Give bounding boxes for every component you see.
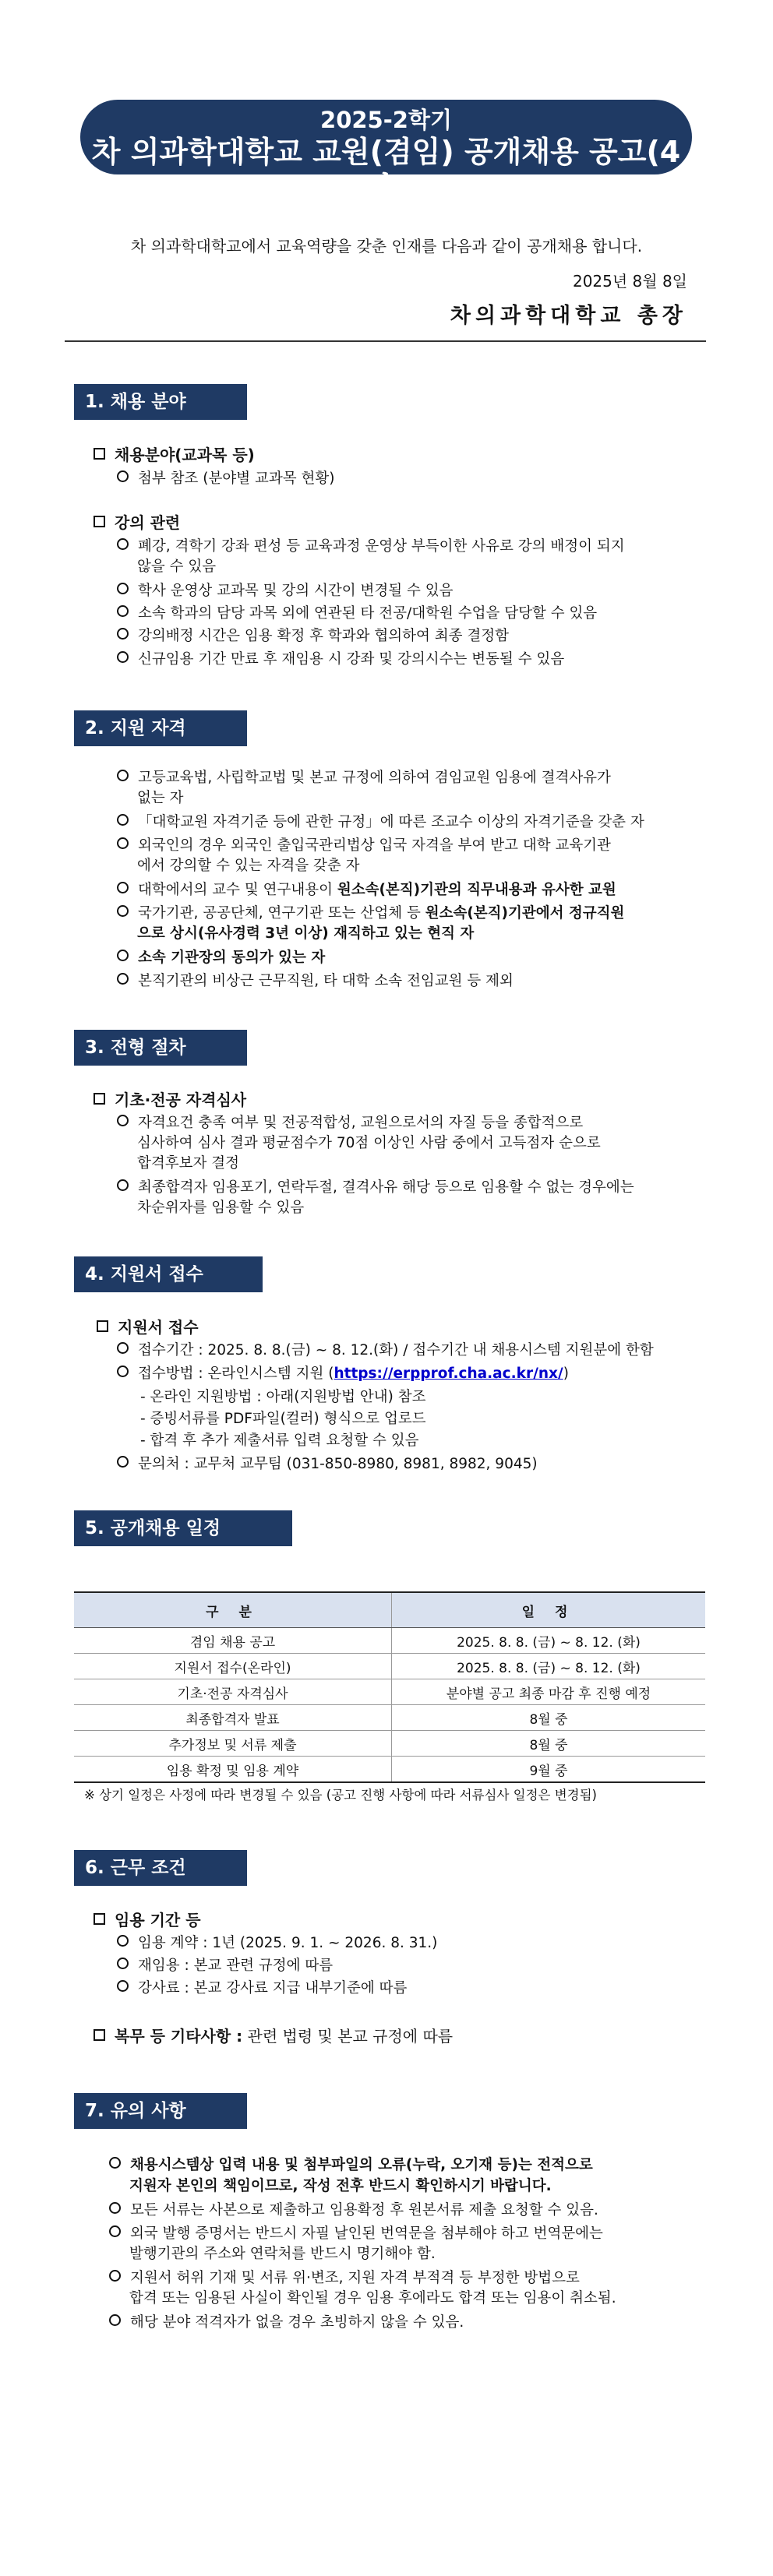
table-row: 기초·전공 자격심사 분야별 공고 최종 마감 후 진행 예정	[74, 1679, 705, 1705]
s2-item-cont: 으로 상시(유사경력 3년 이상) 재직하고 있는 현직 자	[137, 925, 475, 942]
s3-item-cont: 차순위자를 임용할 수 있음	[137, 1200, 305, 1216]
s7-item-cont: 발행기관의 주소와 연락처를 반드시 명기해야 함.	[129, 2246, 436, 2262]
circle-bullet-icon	[117, 905, 129, 917]
title-banner	[80, 100, 692, 205]
s4-contact: 문의처 : 교무처 교무팀 (031-850-8980, 8981, 8982, 9045)	[117, 1455, 538, 1474]
s2-item: 고등교육법, 사립학교법 및 본교 규정에 의하여 겸임교원 임용에 결격사유가	[117, 769, 611, 788]
notice-date: 2025년 8월 8일	[572, 272, 687, 291]
circle-bullet-icon	[109, 2270, 121, 2282]
table-header-category: 구 분	[74, 1592, 392, 1628]
table-row: 추가정보 및 서류 제출 8월 중	[74, 1731, 705, 1757]
intro-text: 차 의과학대학교에서 교육역량을 갖춘 인재를 다음과 같이 공개채용 합니다.	[130, 237, 643, 255]
circle-bullet-icon	[109, 2225, 121, 2237]
s6-item: 강사료 : 본교 강사료 지급 내부기준에 따름	[117, 1979, 407, 1998]
s2-item: 소속 기관장의 동의가 있는 자	[117, 949, 325, 967]
circle-bullet-icon	[117, 1980, 129, 1992]
section-1-header: 1. 채용 분야	[74, 384, 247, 420]
s3-item: 최종합격자 임용포기, 연락두절, 결격사유 해당 등으로 임용할 수 없는 경우에는	[117, 1179, 634, 1197]
section-7-header: 7. 유의 사항	[74, 2093, 247, 2129]
s6-q1: 임용 기간 등	[94, 1911, 201, 1929]
circle-bullet-icon	[117, 1179, 129, 1191]
circle-bullet-icon	[117, 1456, 129, 1468]
s1-q2-item: 학사 운영상 교과목 및 강의 시간이 변경될 수 있음	[117, 582, 453, 601]
banner-semester: 2025-2학기	[320, 107, 452, 133]
s4-sub: - 합격 후 추가 제출서류 입력 요청할 수 있음	[140, 1432, 419, 1449]
square-bullet-icon	[94, 1913, 105, 1925]
s2-item: 국가기관, 공공단체, 연구기관 또는 산업체 등 원소속(본직)기관에서 정규직원	[117, 904, 624, 923]
section-6-header: 6. 근무 조건	[74, 1850, 247, 1886]
table-row: 최종합격자 발표 8월 중	[74, 1705, 705, 1731]
s4-sub: - 증빙서류를 PDF파일(컬러) 형식으로 업로드	[140, 1411, 426, 1427]
circle-bullet-icon	[117, 628, 129, 640]
section-3-header: 3. 전형 절차	[74, 1030, 247, 1066]
table-row: 임용 확정 및 임용 계약 9월 중	[74, 1757, 705, 1783]
s1-q2-item-cont: 않을 수 있음	[137, 559, 217, 575]
s1-q2-item: 신규임용 기간 만료 후 재임용 시 강좌 및 강의시수는 변동될 수 있음	[117, 650, 564, 669]
square-bullet-icon	[97, 1320, 108, 1332]
s7-item: 채용시스템상 입력 내용 및 첨부파일의 오류(누락, 오기재 등)는 전적으로	[109, 2156, 593, 2175]
s3-item-cont: 심사하여 심사 결과 평균점수가 70점 이상인 사람 중에서 고득점자 순으로	[137, 1135, 601, 1151]
s3-item: 자격요건 충족 여부 및 전공적합성, 교원으로서의 자질 등을 종합적으로	[117, 1114, 583, 1133]
circle-bullet-icon	[117, 1935, 129, 1947]
s2-item: 대학에서의 교수 및 연구내용이 원소속(본직)기관의 직무내용과 유사한 교원	[117, 881, 616, 900]
s4-period: 접수기간 : 2025. 8. 8.(금) ~ 8. 12.(화) / 접수기간 내 채용시스템 지원분에 한함	[117, 1341, 654, 1360]
circle-bullet-icon	[117, 770, 129, 781]
s7-item: 외국 발행 증명서는 반드시 자필 날인된 번역문을 첨부해야 하고 번역문에는	[109, 2225, 603, 2243]
s7-item-cont: 지원자 본인의 책임이므로, 작성 전후 반드시 확인하시기 바랍니다.	[129, 2178, 552, 2194]
square-bullet-icon	[94, 1093, 105, 1105]
signer: 차의과학대학교 총장	[450, 304, 687, 328]
s2-item: 외국인의 경우 외국인 출입국관리법상 입국 자격을 부여 받고 대학 교육기관	[117, 837, 611, 855]
circle-bullet-icon	[109, 2202, 121, 2214]
s1-q1: 채용분야(교과목 등)	[94, 446, 255, 464]
s6-item: 재임용 : 본교 관련 규정에 따름	[117, 1957, 333, 1975]
banner-title: 차 의과학대학교 교원(겸임) 공개채용 공고(4차)	[91, 135, 681, 205]
table-header-schedule: 일 정	[392, 1592, 706, 1628]
schedule-note: ※ 상기 일정은 사정에 따라 변경될 수 있음 (공고 진행 사항에 따라 서류심사 일정은 변경됨)	[84, 1788, 597, 1802]
s4-method: 접수방법 : 온라인시스템 지원 (https://erpprof.cha.ac.kr/nx/)	[117, 1365, 569, 1383]
circle-bullet-icon	[117, 583, 129, 594]
circle-bullet-icon	[117, 538, 129, 550]
circle-bullet-icon	[117, 470, 129, 482]
circle-bullet-icon	[109, 2314, 121, 2326]
circle-bullet-icon	[117, 882, 129, 893]
section-2-header: 2. 지원 자격	[74, 710, 247, 746]
s1-q2-item: 강의배정 시간은 임용 확정 후 학과와 협의하여 최종 결정함	[117, 627, 509, 646]
s7-item: 모든 서류는 사본으로 제출하고 임용확정 후 원본서류 제출 요청할 수 있음.	[109, 2201, 598, 2220]
s6-item: 임용 계약 : 1년 (2025. 9. 1. ~ 2026. 8. 31.)	[117, 1934, 437, 1953]
divider	[65, 340, 706, 342]
schedule-table	[74, 1591, 705, 1783]
table-row: 지원서 접수(온라인) 2025. 8. 8. (금) ~ 8. 12. (화)	[74, 1654, 705, 1679]
s2-item: 본직기관의 비상근 근무직원, 타 대학 소속 전임교원 등 제외	[117, 972, 514, 991]
circle-bullet-icon	[109, 2157, 121, 2169]
circle-bullet-icon	[117, 1342, 129, 1354]
s3-item-cont: 합격후보자 결정	[137, 1155, 239, 1172]
circle-bullet-icon	[117, 1958, 129, 1969]
s4-sub: - 온라인 지원방법 : 아래(지원방법 안내) 참조	[140, 1389, 426, 1405]
circle-bullet-icon	[117, 950, 129, 961]
s3-q1: 기초·전공 자격심사	[94, 1091, 246, 1109]
circle-bullet-icon	[117, 973, 129, 985]
s1-q2-item: 소속 학과의 담당 과목 외에 연관된 타 전공/대학원 수업을 담당할 수 있음	[117, 604, 597, 623]
square-bullet-icon	[94, 448, 105, 460]
s7-item: 지원서 허위 기재 및 서류 위·변조, 지원 자격 부적격 등 부정한 방법으로	[109, 2269, 580, 2288]
section-4-header: 4. 지원서 접수	[74, 1256, 263, 1292]
s1-q2-item: 폐강, 격학기 강좌 편성 등 교육과정 운영상 부득이한 사유로 강의 배정이 되지	[117, 537, 625, 556]
circle-bullet-icon	[117, 651, 129, 663]
square-bullet-icon	[94, 516, 105, 527]
square-bullet-icon	[94, 2029, 105, 2041]
s2-item-cont: 없는 자	[137, 790, 184, 806]
s4-q1: 지원서 접수	[97, 1318, 199, 1337]
s6-q2: 복무 등 기타사항 : 관련 법령 및 본교 규정에 따름	[94, 2027, 453, 2046]
application-link[interactable]: https://erpprof.cha.ac.kr/nx/	[334, 1366, 563, 1382]
table-row: 겸임 채용 공고 2025. 8. 8. (금) ~ 8. 12. (화)	[74, 1628, 705, 1654]
s7-item-cont: 합격 또는 임용된 사실이 확인될 경우 임용 후에라도 합격 또는 임용이 취소됨.	[129, 2290, 616, 2306]
table-header-row	[74, 1592, 705, 1628]
circle-bullet-icon	[117, 1366, 129, 1377]
circle-bullet-icon	[117, 837, 129, 849]
s7-item: 해당 분야 적격자가 없을 경우 초빙하지 않을 수 있음.	[109, 2313, 464, 2332]
s1-q1-item: 첨부 참조 (분야별 교과목 현황)	[117, 470, 334, 488]
section-5-header: 5. 공개채용 일정	[74, 1510, 292, 1546]
s2-item-cont: 에서 강의할 수 있는 자격을 갖춘 자	[137, 858, 360, 874]
circle-bullet-icon	[117, 814, 129, 826]
circle-bullet-icon	[117, 1115, 129, 1126]
s2-item: 「대학교원 자격기준 등에 관한 규정」에 따른 조교수 이상의 자격기준을 갖춘 자	[117, 813, 644, 832]
circle-bullet-icon	[117, 605, 129, 617]
s1-q2: 강의 관련	[94, 513, 180, 532]
